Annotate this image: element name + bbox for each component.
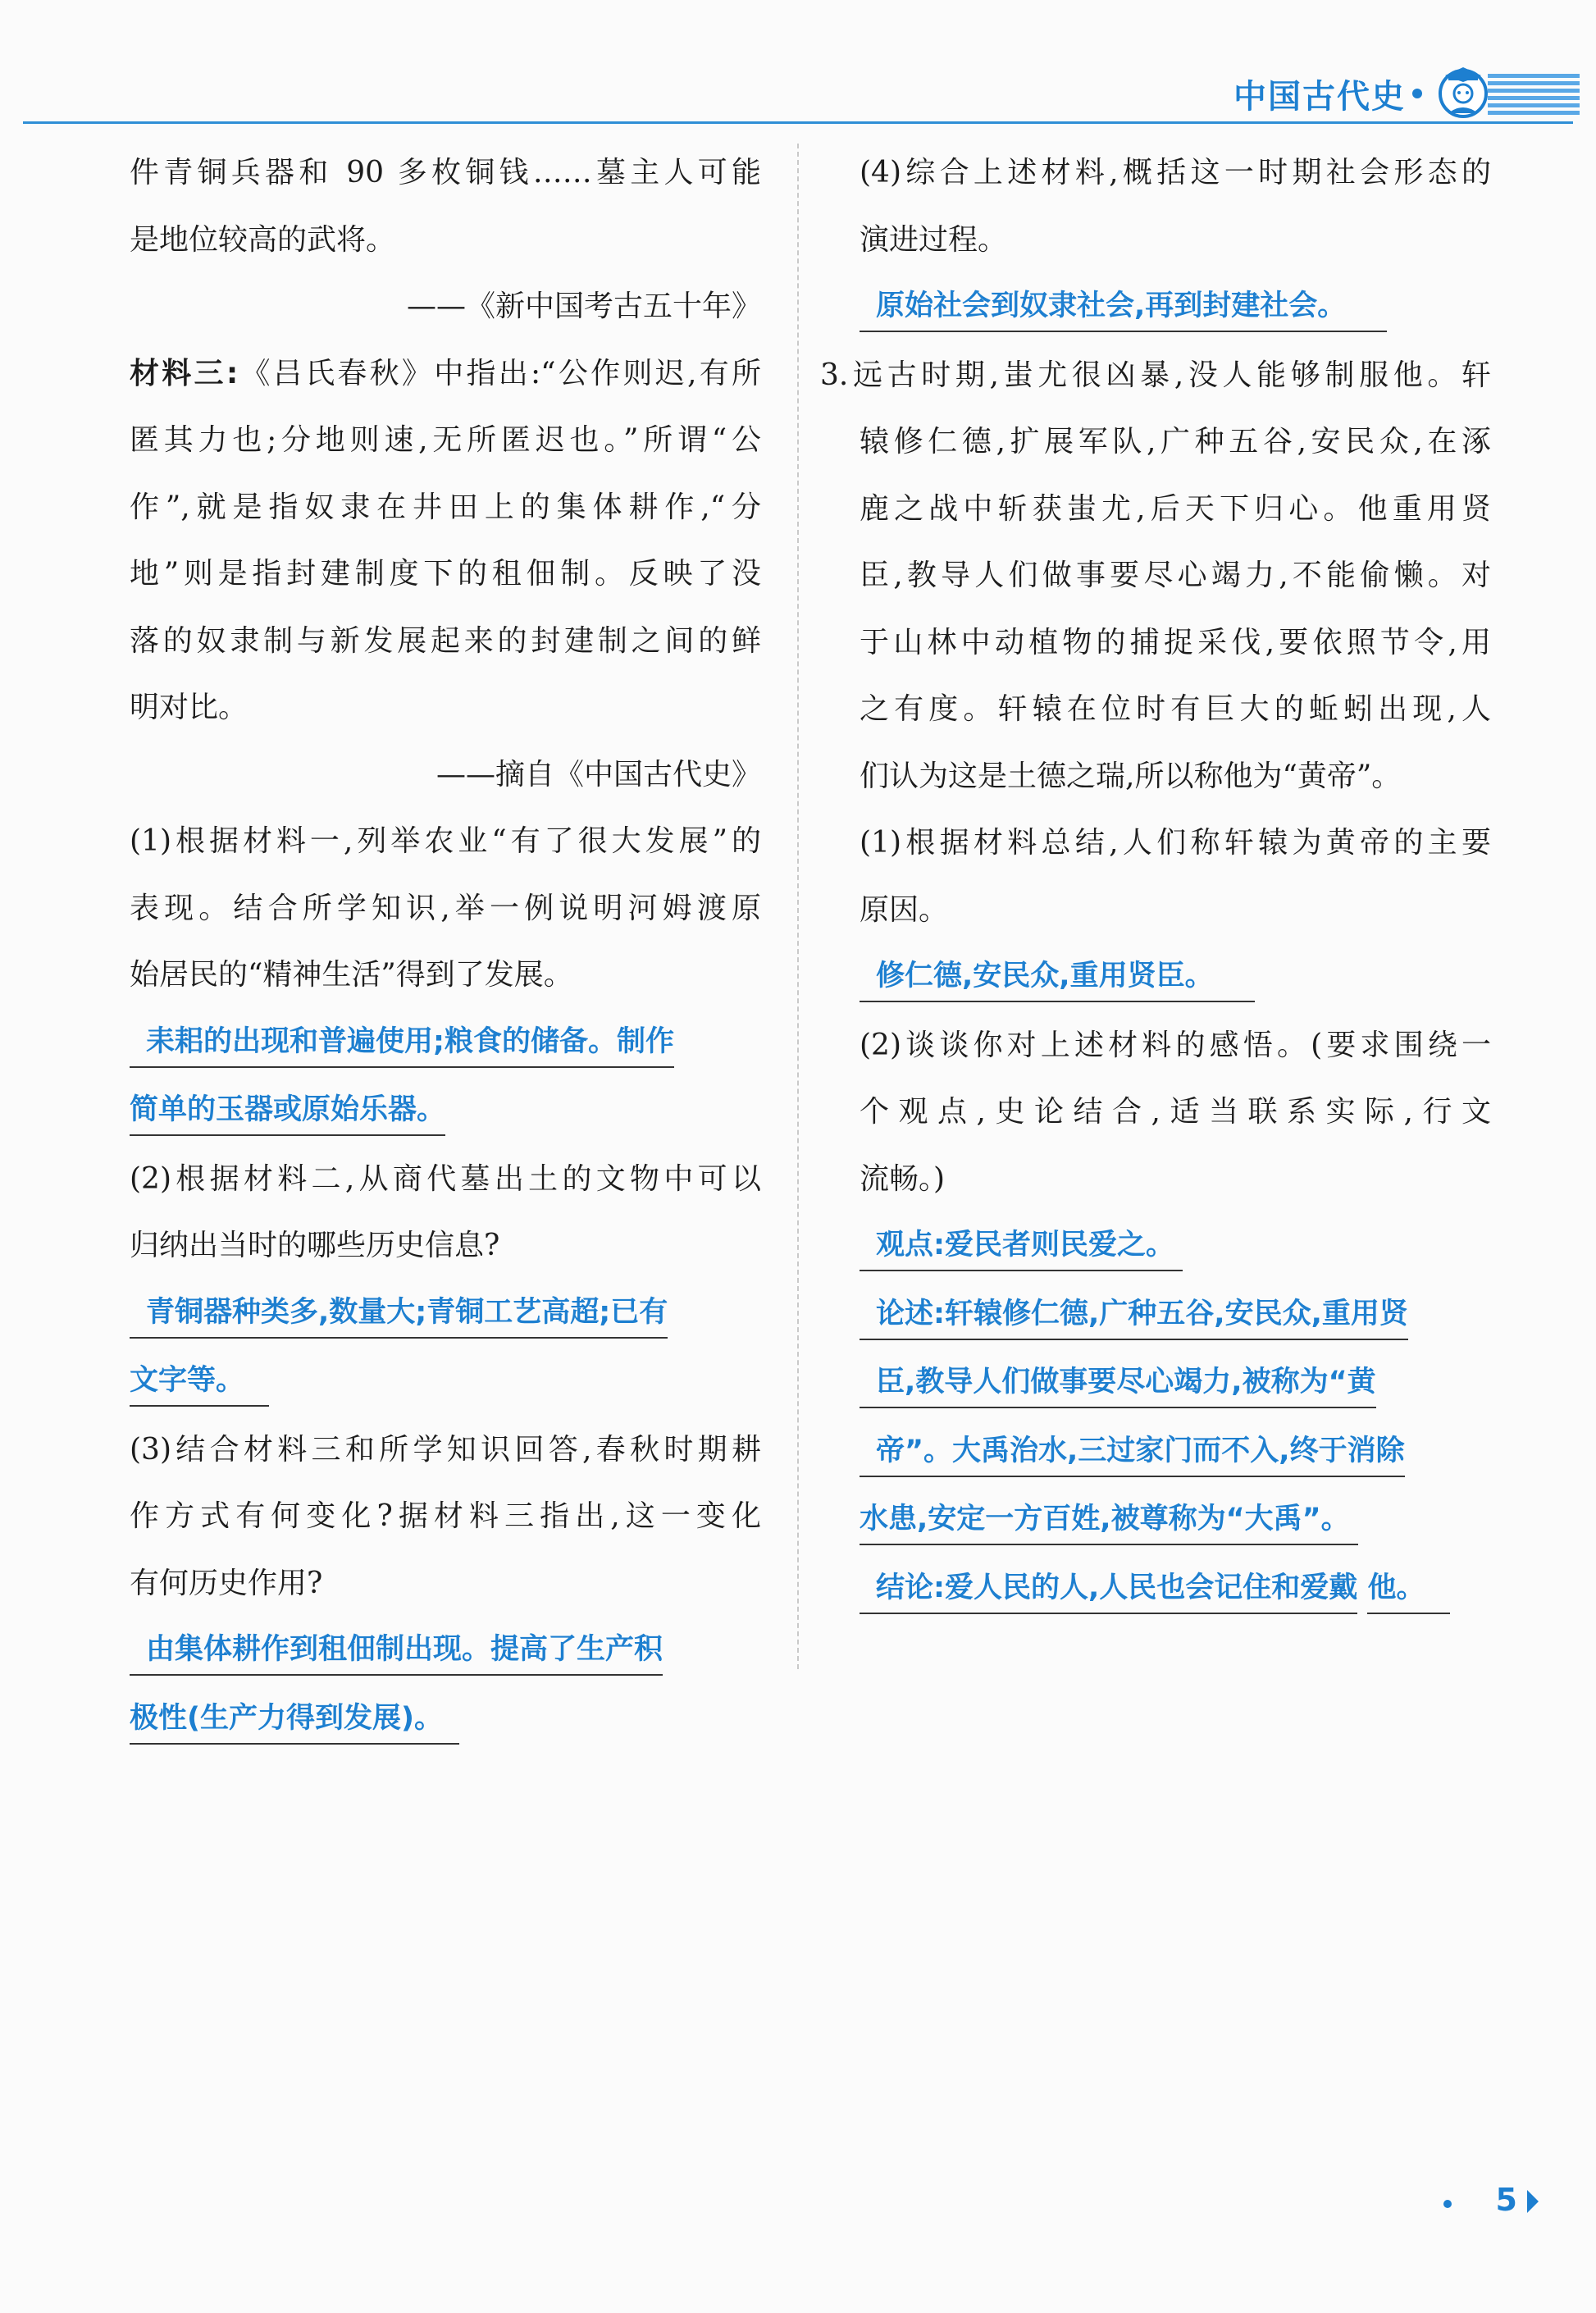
answer-argument: 水患,安定一方百姓,被尊称为“大禹”。 xyxy=(860,1494,1358,1545)
question-3-1: (1)根据材料总结,人们称轩辕为黄帝的主要 xyxy=(860,826,1491,860)
question-3-2: 个观点,史论结合,适当联系实际,行文 xyxy=(860,1095,1491,1129)
answer-conclusion: 结论:爱人民的人,人民也会记住和爱戴 xyxy=(860,1563,1357,1614)
question-4: (4)综合上述材料,概括这一时期社会形态的 xyxy=(860,156,1491,189)
material2-source: ——《新中国考古五十年》 xyxy=(406,290,761,323)
header-stripes-decoration xyxy=(1488,71,1580,120)
answer-line: 耒耜的出现和普遍使用;粮食的储备。制作 xyxy=(130,1017,674,1068)
answer-line: 原始社会到奴隶社会,再到封建社会。 xyxy=(860,281,1387,332)
page-header xyxy=(0,0,1596,127)
material3-text: 材料三:《吕氏春秋》中指出:“公作则迟,有所 xyxy=(130,356,761,390)
column-divider xyxy=(797,144,799,1669)
material2-text: 件青铜兵器和 90 多枚铜钱……墓主人可能 xyxy=(130,156,761,189)
question-2: 归纳出当时的哪些历史信息? xyxy=(130,1229,500,1262)
answer-3-1 xyxy=(860,943,1491,1012)
item3-text: 们认为这是土德之瑞,所以称他为“黄帝”。 xyxy=(860,759,1402,793)
answer-2 xyxy=(130,1280,761,1417)
answer-line: 简单的玉器或原始乐器。 xyxy=(130,1085,445,1136)
question-3-2: (2)谈谈你对上述材料的感悟。(要求围绕一 xyxy=(860,1028,1491,1062)
question-2: (2)根据材料二,从商代墓出土的文物中可以 xyxy=(130,1161,761,1196)
left-column xyxy=(130,139,761,1754)
question-3-2: 流畅。) xyxy=(860,1161,946,1196)
material3-text: 落的奴隶制与新发展起来的封建制之间的鲜 xyxy=(130,623,761,658)
item3-text: 3.远古时期,蚩尤很凶暴,没人能够制服他。轩 xyxy=(820,358,1491,392)
material3-text: 匿其力也;分地则速,无所匿迟也。”所谓“公 xyxy=(130,423,761,457)
title-dot xyxy=(1412,89,1422,98)
answer-conclusion: 他。 xyxy=(1367,1563,1449,1614)
answer-argument: 帝”。大禹治水,三过家门而不入,终于消除 xyxy=(860,1426,1405,1477)
answer-line: 由集体耕作到租佃制出现。提高了生产积 xyxy=(130,1625,663,1676)
section-title: 中国古代史 xyxy=(1233,78,1406,116)
answer-line: 青铜器种类多,数量大;青铜工艺高超;已有 xyxy=(130,1288,668,1339)
material3-text: 作”,就是指奴隶在井田上的集体耕作,“分 xyxy=(130,490,761,524)
question-3-1: 原因。 xyxy=(860,892,949,927)
question-1: (1)根据材料一,列举农业“有了很大发展”的 xyxy=(130,824,761,858)
question-1: 始居民的“精神生活”得到了发展。 xyxy=(130,958,573,992)
answer-argument: 论述:轩辕修仁德,广种五谷,安民众,重用贤 xyxy=(860,1289,1408,1340)
header-rule xyxy=(23,121,1573,124)
question-3: 有何历史作用? xyxy=(130,1566,323,1600)
question-4: 演进过程。 xyxy=(860,222,1008,257)
answer-line: 修仁德,安民众,重用贤臣。 xyxy=(860,951,1255,1002)
question-3: 作方式有何变化?据材料三指出,这一变化 xyxy=(130,1499,761,1533)
page-number: 5 xyxy=(1495,2182,1517,2218)
item3-text: 之有度。轩辕在位时有巨大的蚯蚓出现,人 xyxy=(860,692,1491,726)
material3-label: 材料三: xyxy=(130,356,239,390)
answer-3-2 xyxy=(860,1212,1491,1623)
answer-3 xyxy=(130,1617,761,1754)
answer-argument: 臣,教导人们做事要尽心竭力,被称为“黄 xyxy=(860,1357,1376,1408)
material3-text: 地”则是指封建制度下的租佃制。反映了没 xyxy=(130,557,761,591)
material3-source: ——摘自《中国古代史》 xyxy=(435,757,761,792)
page-number-dot xyxy=(1443,2200,1452,2208)
answer-1 xyxy=(130,1009,761,1146)
answer-line: 极性(生产力得到发展)。 xyxy=(130,1694,459,1745)
question-3: (3)结合材料三和所学知识回答,春秋时期耕 xyxy=(130,1432,761,1467)
material2-text: 是地位较高的武将。 xyxy=(130,222,396,257)
item3-text: 臣,教导人们做事要尽心竭力,不能偷懒。对 xyxy=(860,559,1491,592)
item3-text: 鹿之战中斩获蚩尤,后天下归心。他重用贤 xyxy=(860,491,1491,526)
question-1: 表现。结合所学知识,举一例说明河姆渡原 xyxy=(130,891,761,925)
next-arrow-icon xyxy=(1527,2190,1539,2213)
item3-text: 于山林中动植物的捕捉采伐,要依照节令,用 xyxy=(860,625,1491,659)
right-column xyxy=(820,139,1491,1623)
answer-line: 文字等。 xyxy=(130,1356,269,1407)
answer-4 xyxy=(860,273,1491,342)
material3-text: 明对比。 xyxy=(130,691,249,724)
item3-text: 辕修仁德,扩展军队,广种五谷,安民众,在涿 xyxy=(860,425,1491,458)
answer-viewpoint: 观点:爱民者则民爱之。 xyxy=(860,1220,1183,1271)
